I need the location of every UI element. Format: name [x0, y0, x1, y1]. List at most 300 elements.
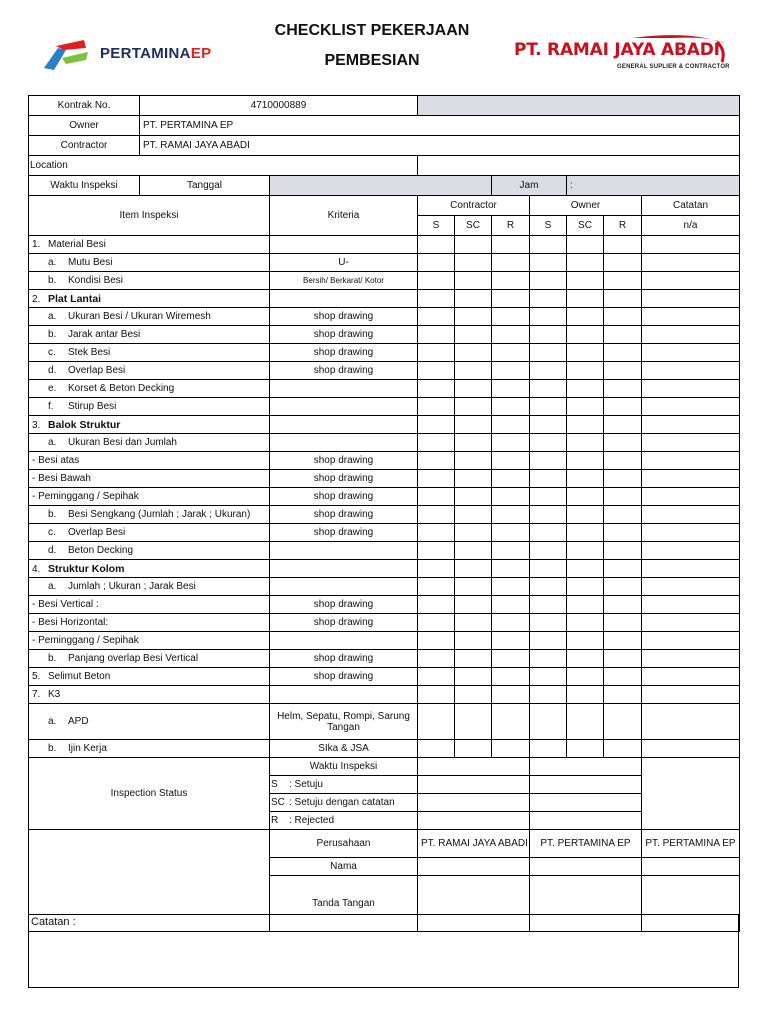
check-cell-owner-r[interactable]: [604, 452, 642, 470]
checklist-row: [29, 542, 740, 560]
check-cell-owner-r[interactable]: [604, 308, 642, 326]
legend-s-key: S: [271, 779, 278, 790]
checklist-item: [29, 470, 270, 488]
check-cell-owner-s[interactable]: [530, 686, 567, 704]
check-cell-owner-s[interactable]: [530, 542, 567, 560]
checklist-item: [29, 668, 270, 686]
item-kriteria: Bersih/ Berkarat/ Kotor: [270, 272, 418, 290]
checklist-item: [29, 506, 270, 524]
check-cell-owner-sc[interactable]: [567, 434, 604, 452]
check-cell-owner-s[interactable]: [530, 434, 567, 452]
check-cell-contractor-sc[interactable]: [455, 524, 492, 542]
kontrak-row: [29, 96, 740, 116]
col-catatan: Catatan: [642, 196, 740, 216]
status-owner-r[interactable]: [530, 812, 642, 830]
check-cell-owner-s[interactable]: [530, 416, 567, 434]
check-cell-contractor-s[interactable]: [418, 362, 455, 380]
kontrak-extra-field[interactable]: [418, 96, 740, 116]
check-cell-contractor-r[interactable]: [492, 596, 530, 614]
check-cell-contractor-sc[interactable]: [455, 740, 492, 758]
check-cell-contractor-r[interactable]: [492, 740, 530, 758]
check-cell-owner-s[interactable]: [530, 290, 567, 308]
check-cell-catatan[interactable]: [642, 416, 740, 434]
check-cell-catatan[interactable]: [642, 380, 740, 398]
check-cell-contractor-sc[interactable]: [455, 272, 492, 290]
check-cell-owner-r[interactable]: [604, 470, 642, 488]
check-cell-owner-r[interactable]: [604, 254, 642, 272]
check-cell-contractor-s[interactable]: [418, 704, 455, 740]
signoff-nama-3[interactable]: [642, 858, 740, 876]
status-contractor-sc[interactable]: [418, 794, 530, 812]
checklist-item: [29, 650, 270, 668]
check-cell-owner-r[interactable]: [604, 596, 642, 614]
check-cell-catatan[interactable]: [642, 524, 740, 542]
check-cell-contractor-r[interactable]: [492, 434, 530, 452]
check-cell-owner-s[interactable]: [530, 704, 567, 740]
item-label: Besi Sengkang (Jumlah ; Jarak ; Ukuran): [68, 509, 251, 520]
check-cell-contractor-r[interactable]: [492, 362, 530, 380]
item-number: 2.: [32, 293, 41, 305]
item-label: Ukuran Besi dan Jumlah: [68, 437, 177, 448]
check-cell-catatan[interactable]: [642, 686, 740, 704]
check-cell-contractor-s[interactable]: [418, 236, 455, 254]
check-cell-contractor-s[interactable]: [418, 632, 455, 650]
checklist-item: [29, 434, 270, 452]
check-cell-owner-s[interactable]: [530, 614, 567, 632]
check-cell-contractor-s[interactable]: [418, 380, 455, 398]
check-cell-contractor-sc[interactable]: [455, 614, 492, 632]
check-cell-owner-r[interactable]: [604, 362, 642, 380]
check-cell-owner-r[interactable]: [604, 650, 642, 668]
check-cell-contractor-s[interactable]: [418, 344, 455, 362]
legend-sc-key: SC: [271, 797, 285, 808]
check-cell-contractor-r[interactable]: [492, 272, 530, 290]
check-cell-owner-sc[interactable]: [567, 488, 604, 506]
checklist-row: [29, 290, 740, 308]
col-owner-s: S: [530, 216, 567, 236]
check-cell-contractor-r[interactable]: [492, 578, 530, 596]
check-cell-owner-sc[interactable]: [567, 560, 604, 578]
check-cell-contractor-s[interactable]: [418, 596, 455, 614]
check-cell-contractor-sc[interactable]: [455, 596, 492, 614]
check-cell-owner-sc[interactable]: [567, 632, 604, 650]
check-cell-owner-s[interactable]: [530, 650, 567, 668]
item-label: Panjang overlap Besi Vertical: [68, 653, 199, 664]
check-cell-owner-sc[interactable]: [567, 650, 604, 668]
check-cell-owner-s[interactable]: [530, 488, 567, 506]
check-cell-owner-sc[interactable]: [567, 704, 604, 740]
signoff-company-row: [29, 830, 740, 858]
check-cell-contractor-sc[interactable]: [455, 290, 492, 308]
check-cell-owner-sc[interactable]: [567, 362, 604, 380]
check-cell-owner-r[interactable]: [604, 704, 642, 740]
check-cell-contractor-s[interactable]: [418, 614, 455, 632]
location-value[interactable]: [418, 156, 740, 176]
check-cell-contractor-sc[interactable]: [455, 434, 492, 452]
signoff-nama-2[interactable]: [530, 858, 642, 876]
check-cell-owner-r[interactable]: [604, 578, 642, 596]
checklist-row: [29, 650, 740, 668]
check-cell-owner-sc[interactable]: [567, 452, 604, 470]
checklist-item: [29, 236, 270, 254]
check-cell-contractor-r[interactable]: [492, 704, 530, 740]
check-cell-owner-s[interactable]: [530, 380, 567, 398]
check-cell-contractor-sc[interactable]: [455, 362, 492, 380]
item-kriteria: [270, 290, 418, 308]
check-cell-owner-sc[interactable]: [567, 686, 604, 704]
check-cell-contractor-s[interactable]: [418, 560, 455, 578]
status-catatan-cell[interactable]: [642, 758, 740, 830]
item-subletter: d.: [48, 545, 57, 556]
check-cell-catatan[interactable]: [642, 596, 740, 614]
item-number: 7.: [32, 689, 41, 700]
checklist-item: [29, 272, 270, 290]
item-label: Beton Decking: [68, 545, 134, 556]
check-cell-owner-s[interactable]: [530, 632, 567, 650]
check-cell-contractor-sc[interactable]: [455, 560, 492, 578]
check-cell-contractor-r[interactable]: [492, 506, 530, 524]
logo-tagline: GENERAL SUPLIER & CONTRACTOR: [617, 64, 730, 70]
kontrak-label: Kontrak No.: [29, 96, 140, 116]
item-subletter: b.: [48, 275, 57, 286]
check-cell-contractor-sc[interactable]: [455, 380, 492, 398]
check-cell-contractor-r[interactable]: [492, 254, 530, 272]
check-cell-owner-sc[interactable]: [567, 380, 604, 398]
check-cell-contractor-s[interactable]: [418, 668, 455, 686]
check-cell-contractor-sc[interactable]: [455, 398, 492, 416]
col-owner-r: R: [604, 216, 642, 236]
check-cell-owner-sc[interactable]: [567, 506, 604, 524]
check-cell-contractor-r[interactable]: [492, 452, 530, 470]
check-cell-owner-r[interactable]: [604, 542, 642, 560]
check-cell-owner-s[interactable]: [530, 254, 567, 272]
check-cell-catatan[interactable]: [642, 668, 740, 686]
check-cell-contractor-sc[interactable]: [455, 578, 492, 596]
item-label: Jumlah ; Ukuran ; Jarak Besi: [68, 581, 196, 592]
check-cell-owner-r[interactable]: [604, 416, 642, 434]
item-number: 1.: [32, 239, 41, 250]
check-cell-owner-r[interactable]: [604, 632, 642, 650]
check-cell-contractor-sc[interactable]: [455, 416, 492, 434]
check-cell-contractor-s[interactable]: [418, 308, 455, 326]
check-cell-owner-r[interactable]: [604, 668, 642, 686]
check-cell-contractor-sc[interactable]: [455, 452, 492, 470]
check-cell-owner-s[interactable]: [530, 740, 567, 758]
check-cell-contractor-s[interactable]: [418, 488, 455, 506]
check-cell-owner-s[interactable]: [530, 470, 567, 488]
signoff-nama-1[interactable]: [418, 858, 530, 876]
item-label: Struktur Kolom: [48, 562, 125, 575]
check-cell-contractor-s[interactable]: [418, 326, 455, 344]
notes-label: Catatan :: [31, 916, 76, 928]
item-subletter: a.: [48, 257, 57, 268]
checklist-item: [29, 416, 270, 434]
check-cell-contractor-sc[interactable]: [455, 704, 492, 740]
check-cell-contractor-r[interactable]: [492, 632, 530, 650]
checklist-row: [29, 740, 740, 758]
check-cell-owner-r[interactable]: [604, 398, 642, 416]
document-title: CHECKLIST PEKERJAAN: [274, 22, 470, 39]
status-contractor-s[interactable]: [418, 776, 530, 794]
check-cell-contractor-r[interactable]: [492, 470, 530, 488]
check-cell-contractor-sc[interactable]: [455, 506, 492, 524]
inspection-status-label: Inspection Status: [29, 758, 270, 830]
check-cell-catatan[interactable]: [642, 290, 740, 308]
check-cell-catatan[interactable]: [642, 344, 740, 362]
item-kriteria: Helm, Sepatu, Rompi, Sarung Tangan: [270, 704, 418, 740]
checklist-row: [29, 398, 740, 416]
check-cell-contractor-sc[interactable]: [455, 326, 492, 344]
pertamina-emblem-icon: [40, 36, 96, 76]
check-cell-catatan[interactable]: [642, 488, 740, 506]
check-cell-contractor-sc[interactable]: [455, 488, 492, 506]
check-cell-catatan[interactable]: [642, 308, 740, 326]
check-cell-contractor-sc[interactable]: [455, 254, 492, 272]
check-cell-owner-sc[interactable]: [567, 308, 604, 326]
check-cell-owner-s[interactable]: [530, 344, 567, 362]
check-cell-catatan[interactable]: [642, 398, 740, 416]
check-cell-contractor-r[interactable]: [492, 380, 530, 398]
document-header: [0, 0, 768, 94]
check-cell-owner-sc[interactable]: [567, 596, 604, 614]
status-contractor-r[interactable]: [418, 812, 530, 830]
check-cell-contractor-r[interactable]: [492, 488, 530, 506]
check-cell-owner-r[interactable]: [604, 614, 642, 632]
check-cell-contractor-s[interactable]: [418, 650, 455, 668]
check-cell-contractor-s[interactable]: [418, 740, 455, 758]
check-cell-catatan[interactable]: [642, 542, 740, 560]
signoff-ttd-label: Tanda Tangan: [270, 876, 418, 932]
check-cell-owner-s[interactable]: [530, 560, 567, 578]
check-cell-contractor-r[interactable]: [492, 650, 530, 668]
checklist-item: [29, 380, 270, 398]
item-label: APD: [68, 716, 89, 727]
check-cell-catatan[interactable]: [642, 704, 740, 740]
checklist-row: [29, 272, 740, 290]
check-cell-owner-r[interactable]: [604, 236, 642, 254]
check-cell-owner-r[interactable]: [604, 326, 642, 344]
check-cell-contractor-s[interactable]: [418, 578, 455, 596]
check-cell-contractor-r[interactable]: [492, 524, 530, 542]
jam-field[interactable]: [567, 176, 740, 196]
check-cell-catatan[interactable]: [642, 560, 740, 578]
check-cell-contractor-r[interactable]: [492, 236, 530, 254]
check-cell-catatan[interactable]: [642, 434, 740, 452]
item-kriteria: shop drawing: [270, 308, 418, 326]
checklist-item: [29, 596, 270, 614]
check-cell-contractor-r[interactable]: [492, 344, 530, 362]
tanggal-field[interactable]: [270, 176, 492, 196]
check-cell-contractor-s[interactable]: [418, 542, 455, 560]
check-cell-catatan[interactable]: [642, 614, 740, 632]
check-cell-owner-s[interactable]: [530, 398, 567, 416]
contractor-value[interactable]: PT. RAMAI JAYA ABADI: [140, 136, 740, 156]
check-cell-contractor-sc[interactable]: [455, 344, 492, 362]
check-cell-owner-sc[interactable]: [567, 236, 604, 254]
item-label: Overlap Besi: [68, 527, 126, 538]
checklist-row: [29, 578, 740, 596]
signoff-company-1: PT. RAMAI JAYA ABADI: [418, 830, 530, 858]
check-cell-contractor-s[interactable]: [418, 272, 455, 290]
check-cell-owner-s[interactable]: [530, 362, 567, 380]
legend-rejected: [270, 812, 418, 830]
waktu-row: [29, 176, 740, 196]
check-cell-catatan[interactable]: [642, 272, 740, 290]
check-cell-catatan[interactable]: [642, 650, 740, 668]
check-cell-contractor-s[interactable]: [418, 398, 455, 416]
item-kriteria: shop drawing: [270, 506, 418, 524]
check-cell-owner-sc[interactable]: [567, 344, 604, 362]
item-kriteria: [270, 398, 418, 416]
check-cell-catatan[interactable]: [642, 362, 740, 380]
check-cell-contractor-r[interactable]: [492, 326, 530, 344]
item-label: Kondisi Besi: [68, 275, 124, 286]
check-cell-contractor-r[interactable]: [492, 542, 530, 560]
pertamina-logo-text: PERTAMINAEP: [100, 45, 212, 62]
check-cell-contractor-s[interactable]: [418, 290, 455, 308]
checklist-row: [29, 362, 740, 380]
status-owner-sc[interactable]: [530, 794, 642, 812]
check-cell-contractor-s[interactable]: [418, 506, 455, 524]
check-cell-owner-sc[interactable]: [567, 614, 604, 632]
check-cell-contractor-r[interactable]: [492, 614, 530, 632]
contractor-label: Contractor: [29, 136, 140, 156]
ramai-jaya-abadi-logo: [512, 32, 732, 82]
check-cell-catatan[interactable]: [642, 452, 740, 470]
item-number: 3.: [32, 419, 41, 431]
check-cell-contractor-s[interactable]: [418, 452, 455, 470]
check-cell-owner-s[interactable]: [530, 236, 567, 254]
item-kriteria: shop drawing: [270, 452, 418, 470]
item-subletter: c.: [48, 347, 56, 358]
check-cell-catatan[interactable]: [642, 632, 740, 650]
item-kriteria: shop drawing: [270, 614, 418, 632]
check-cell-catatan[interactable]: [642, 506, 740, 524]
check-cell-owner-s[interactable]: [530, 524, 567, 542]
check-cell-owner-r[interactable]: [604, 686, 642, 704]
check-cell-owner-r[interactable]: [604, 488, 642, 506]
check-cell-owner-r[interactable]: [604, 344, 642, 362]
check-cell-owner-sc[interactable]: [567, 668, 604, 686]
check-cell-contractor-r[interactable]: [492, 686, 530, 704]
check-cell-owner-sc[interactable]: [567, 524, 604, 542]
check-cell-contractor-sc[interactable]: [455, 650, 492, 668]
check-cell-owner-r[interactable]: [604, 524, 642, 542]
check-cell-owner-r[interactable]: [604, 272, 642, 290]
item-kriteria: [270, 560, 418, 578]
checklist-row: [29, 326, 740, 344]
check-cell-owner-r[interactable]: [604, 290, 642, 308]
check-cell-contractor-s[interactable]: [418, 470, 455, 488]
check-cell-contractor-s[interactable]: [418, 524, 455, 542]
item-subletter: c.: [48, 527, 56, 538]
check-cell-catatan[interactable]: [642, 236, 740, 254]
item-label: - Besi Vertical :: [32, 599, 99, 610]
check-cell-contractor-s[interactable]: [418, 254, 455, 272]
notes-box[interactable]: [28, 914, 739, 988]
check-cell-owner-s[interactable]: [530, 506, 567, 524]
checklist-row: [29, 506, 740, 524]
check-cell-catatan[interactable]: [642, 470, 740, 488]
check-cell-owner-sc[interactable]: [567, 272, 604, 290]
check-cell-owner-sc[interactable]: [567, 578, 604, 596]
checklist-row: [29, 668, 740, 686]
kontrak-value[interactable]: 4710000889: [140, 96, 418, 116]
check-cell-catatan[interactable]: [642, 578, 740, 596]
check-cell-catatan[interactable]: [642, 740, 740, 758]
check-cell-contractor-r[interactable]: [492, 668, 530, 686]
check-cell-contractor-r[interactable]: [492, 416, 530, 434]
check-cell-owner-s[interactable]: [530, 578, 567, 596]
status-contractor-cell[interactable]: [418, 758, 530, 776]
check-cell-contractor-r[interactable]: [492, 398, 530, 416]
check-cell-owner-sc[interactable]: [567, 326, 604, 344]
check-cell-owner-sc[interactable]: [567, 740, 604, 758]
check-cell-owner-s[interactable]: [530, 596, 567, 614]
check-cell-owner-s[interactable]: [530, 452, 567, 470]
check-cell-owner-r[interactable]: [604, 380, 642, 398]
check-cell-owner-r[interactable]: [604, 506, 642, 524]
item-label: Plat Lantai: [48, 292, 102, 305]
check-cell-owner-s[interactable]: [530, 326, 567, 344]
checklist-item: [29, 686, 270, 704]
item-label: Balok Struktur: [48, 418, 121, 431]
legend-r-desc: : Rejected: [289, 815, 335, 826]
check-cell-contractor-s[interactable]: [418, 686, 455, 704]
check-cell-catatan[interactable]: [642, 326, 740, 344]
item-kriteria: [270, 686, 418, 704]
check-cell-owner-sc[interactable]: [567, 416, 604, 434]
check-cell-contractor-r[interactable]: [492, 308, 530, 326]
owner-value[interactable]: PT. PERTAMINA EP: [140, 116, 740, 136]
check-cell-owner-sc[interactable]: [567, 542, 604, 560]
check-cell-contractor-sc[interactable]: [455, 668, 492, 686]
item-subletter: b.: [48, 743, 57, 754]
check-cell-owner-s[interactable]: [530, 668, 567, 686]
check-cell-contractor-sc[interactable]: [455, 236, 492, 254]
item-label: Jarak antar Besi: [68, 329, 141, 340]
check-cell-owner-s[interactable]: [530, 308, 567, 326]
check-cell-owner-sc[interactable]: [567, 254, 604, 272]
item-kriteria: [270, 380, 418, 398]
check-cell-catatan[interactable]: [642, 254, 740, 272]
check-cell-contractor-r[interactable]: [492, 560, 530, 578]
check-cell-owner-r[interactable]: [604, 740, 642, 758]
check-cell-contractor-sc[interactable]: [455, 686, 492, 704]
check-cell-contractor-sc[interactable]: [455, 632, 492, 650]
item-label: Korset & Beton Decking: [68, 383, 175, 394]
legend-setuju: [270, 776, 418, 794]
status-owner-s[interactable]: [530, 776, 642, 794]
item-label: Material Besi: [48, 239, 106, 250]
check-cell-owner-r[interactable]: [604, 560, 642, 578]
col-contractor-s: S: [418, 216, 455, 236]
checklist-item: [29, 704, 270, 740]
check-cell-contractor-sc[interactable]: [455, 470, 492, 488]
check-cell-owner-r[interactable]: [604, 434, 642, 452]
check-cell-owner-s[interactable]: [530, 272, 567, 290]
check-cell-contractor-sc[interactable]: [455, 308, 492, 326]
check-cell-contractor-r[interactable]: [492, 290, 530, 308]
check-cell-owner-sc[interactable]: [567, 398, 604, 416]
status-owner-cell[interactable]: [530, 758, 642, 776]
check-cell-contractor-sc[interactable]: [455, 542, 492, 560]
check-cell-contractor-s[interactable]: [418, 416, 455, 434]
check-cell-contractor-s[interactable]: [418, 434, 455, 452]
checklist-row: [29, 596, 740, 614]
check-cell-owner-sc[interactable]: [567, 290, 604, 308]
check-cell-owner-sc[interactable]: [567, 470, 604, 488]
